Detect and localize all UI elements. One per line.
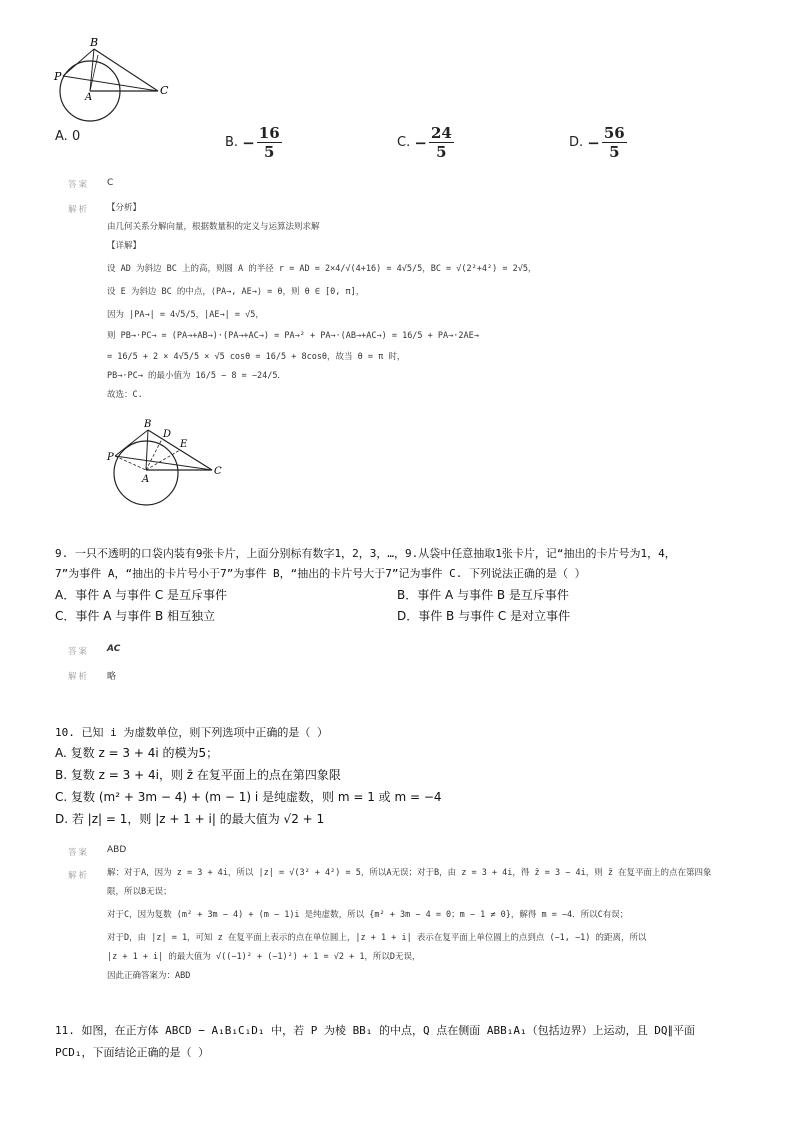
option-c[interactable]: [397, 124, 454, 161]
q10-option-d[interactable]: D. 若 |z| = 1，则 |z + 1 + i| 的最大值为 √2 + 1: [55, 812, 325, 826]
analysis-line: 解：对于A，因为 z = 3 + 4i，所以 |z| = √(3² + 4²) = 5，所以A无误；对于B，由 z = 3 + 4i，得 z̄ = 3 − 4i，则 z̄ 在复平面上的点在第四象: [107, 868, 712, 878]
segment-pb: [115, 430, 148, 456]
analysis-line: = 16/5 + 2 × 4√5/5 × √5 cosθ = 16/5 + 8cosθ，故当 θ = π 时，: [107, 352, 406, 362]
option-d-fraction: $\frac{56}{5}$: [603, 124, 625, 161]
q9-option-a[interactable]: A．事件 A 与事件 C 是互斥事件: [55, 588, 228, 602]
segment-ba: [146, 430, 148, 470]
option-a-letter: A.: [55, 129, 68, 144]
q10-analysis-tag: 解析: [68, 871, 90, 881]
segment-ba: [90, 49, 94, 91]
q9-option-c[interactable]: C．事件 A 与事件 B 相互独立: [55, 609, 216, 623]
analysis-line: 因此正确答案为：ABD: [107, 971, 191, 981]
option-d[interactable]: [569, 124, 627, 161]
answer-tag: 答案: [68, 180, 90, 190]
label-d: D: [163, 429, 172, 440]
question-9-line-1: 9. 一只不透明的口袋内装有9张卡片，上面分别标有数字1，2，3，…，9.从袋中任意抽取1张卡片，记“抽出的卡片号为1，4，: [55, 547, 676, 560]
option-a[interactable]: [55, 129, 80, 144]
question-9-line-2: 7”为事件 A，“抽出的卡片号小于7”为事件 B，“抽出的卡片号大于7”记为事件 C. 下列说法正确的是（ ）: [55, 567, 586, 580]
option-b-fraction: $\frac{16}{5}$: [258, 124, 280, 161]
q9-analysis-value: 略: [107, 672, 117, 682]
analysis-line: 限，所以B无误；: [107, 887, 172, 897]
label-p: P: [54, 70, 62, 83]
q9-option-b[interactable]: B．事件 A 与事件 B 是互斥事件: [397, 588, 569, 602]
analysis-line: 则 PB→·PC→ = (PA→+AB→)·(PA→+AC→) = PA→² + PA→·(AB→+AC→) = 16/5 + PA→·2AE→: [107, 331, 479, 341]
option-b[interactable]: [225, 124, 282, 161]
label-p: P: [107, 452, 114, 463]
segment-ab-side: [90, 55, 98, 91]
label-a: A: [85, 92, 93, 103]
question-11-line-2: PCD₁，下面结论正确的是（ ）: [55, 1046, 210, 1059]
geometry-figure-1: [50, 36, 190, 126]
segment-bc: [94, 49, 158, 91]
analysis-line: |z + 1 + i| 的最大值为 √((−1)² + (−1)²) + 1 = √2 + 1，所以D无误，: [107, 952, 421, 962]
answer-value: C: [107, 178, 114, 188]
option-a-value: 0: [71, 129, 81, 144]
analysis-line: 【分析】: [107, 203, 142, 213]
label-a: A: [142, 474, 150, 485]
label-e: E: [180, 439, 188, 450]
q9-answer-value: AC: [107, 644, 121, 654]
question-10-stem: 10. 已知 i 为虚数单位，则下列选项中正确的是（ ）: [55, 726, 328, 739]
q10-option-b[interactable]: B. 复数 z = 3 + 4i，则 z̄ 在复平面上的点在第四象限: [55, 768, 341, 782]
question-11-stem: [55, 1022, 780, 1060]
q10-option-c[interactable]: C. 复数 (m² + 3m − 4) + (m − 1) i 是纯虚数，则 m = 1 或 m = −4: [55, 790, 442, 804]
q10-answer-tag: 答案: [68, 848, 90, 858]
analysis-line: 对于C，因为复数 (m² + 3m − 4) + (m − 1)i 是纯虚数，所以 {m² + 3m − 4 = 0；m − 1 ≠ 0}，解得 m = −4．所以C有误；: [107, 910, 629, 920]
analysis-line: 因为 |PA→| = 4√5/5，|AE→| = √5，: [107, 310, 264, 320]
option-c-sign: −: [414, 133, 427, 152]
question-11-line-1: 11. 如图，在正方体 ABCD − A₁B₁C₁D₁ 中，若 P 为棱 BB₁ 的中点，Q 点在侧面 ABB₁A₁（包括边界）上运动，且 DQ∥平面: [55, 1024, 696, 1037]
q10-analysis-block: [107, 864, 777, 986]
label-b: B: [90, 36, 99, 49]
option-b-letter: B.: [225, 135, 239, 150]
segment-pc: [63, 76, 158, 91]
option-c-letter: C.: [397, 135, 411, 150]
label-c: C: [214, 466, 222, 477]
q9-option-d[interactable]: D．事件 B 与事件 C 是对立事件: [397, 609, 571, 623]
q9-analysis-tag: 解析: [68, 672, 90, 682]
analysis-line: 故选：C.: [107, 390, 143, 400]
question-9-stem: [55, 545, 775, 581]
q10-answer-value: ABD: [107, 845, 127, 855]
segment-pb: [63, 49, 94, 76]
option-d-sign: −: [587, 133, 600, 152]
analysis-line: 设 E 为斜边 BC 的中点，⟨PA→, AE→⟩ = θ，则 θ ∈ [0, π]，: [107, 287, 365, 297]
analysis-line: 由几何关系分解向量，根据数量积的定义与运算法则求解: [107, 222, 320, 232]
analysis-tag: 解析: [68, 205, 90, 215]
geometry-figure-2: [104, 416, 234, 510]
option-b-sign: −: [242, 133, 255, 152]
analysis-line: 对于D，由 |z| = 1，可知 z 在复平面上表示的点在单位圆上，|z + 1 + i| 表示在复平面上单位圆上的点到点 (−1, −1) 的距离，所以: [107, 933, 647, 943]
label-c: C: [160, 84, 169, 97]
q9-answer-tag: 答案: [68, 647, 90, 657]
option-d-letter: D.: [569, 135, 584, 150]
analysis-block: [107, 199, 767, 405]
circle-a: [114, 441, 178, 505]
analysis-line: PB→·PC→ 的最小值为 16/5 − 8 = −24/5．: [107, 371, 286, 381]
analysis-line: 【详解】: [107, 241, 142, 251]
label-b: B: [144, 419, 152, 430]
q10-option-a[interactable]: A. 复数 z = 3 + 4i 的模为5；: [55, 746, 219, 760]
analysis-line: 设 AD 为斜边 BC 上的高，则圆 A 的半径 r = AD = 2×4/√(4+16) = 4√5/5，BC = √(2²+4²) = 2√5，: [107, 264, 537, 274]
option-c-fraction: $\frac{24}{5}$: [430, 124, 452, 161]
